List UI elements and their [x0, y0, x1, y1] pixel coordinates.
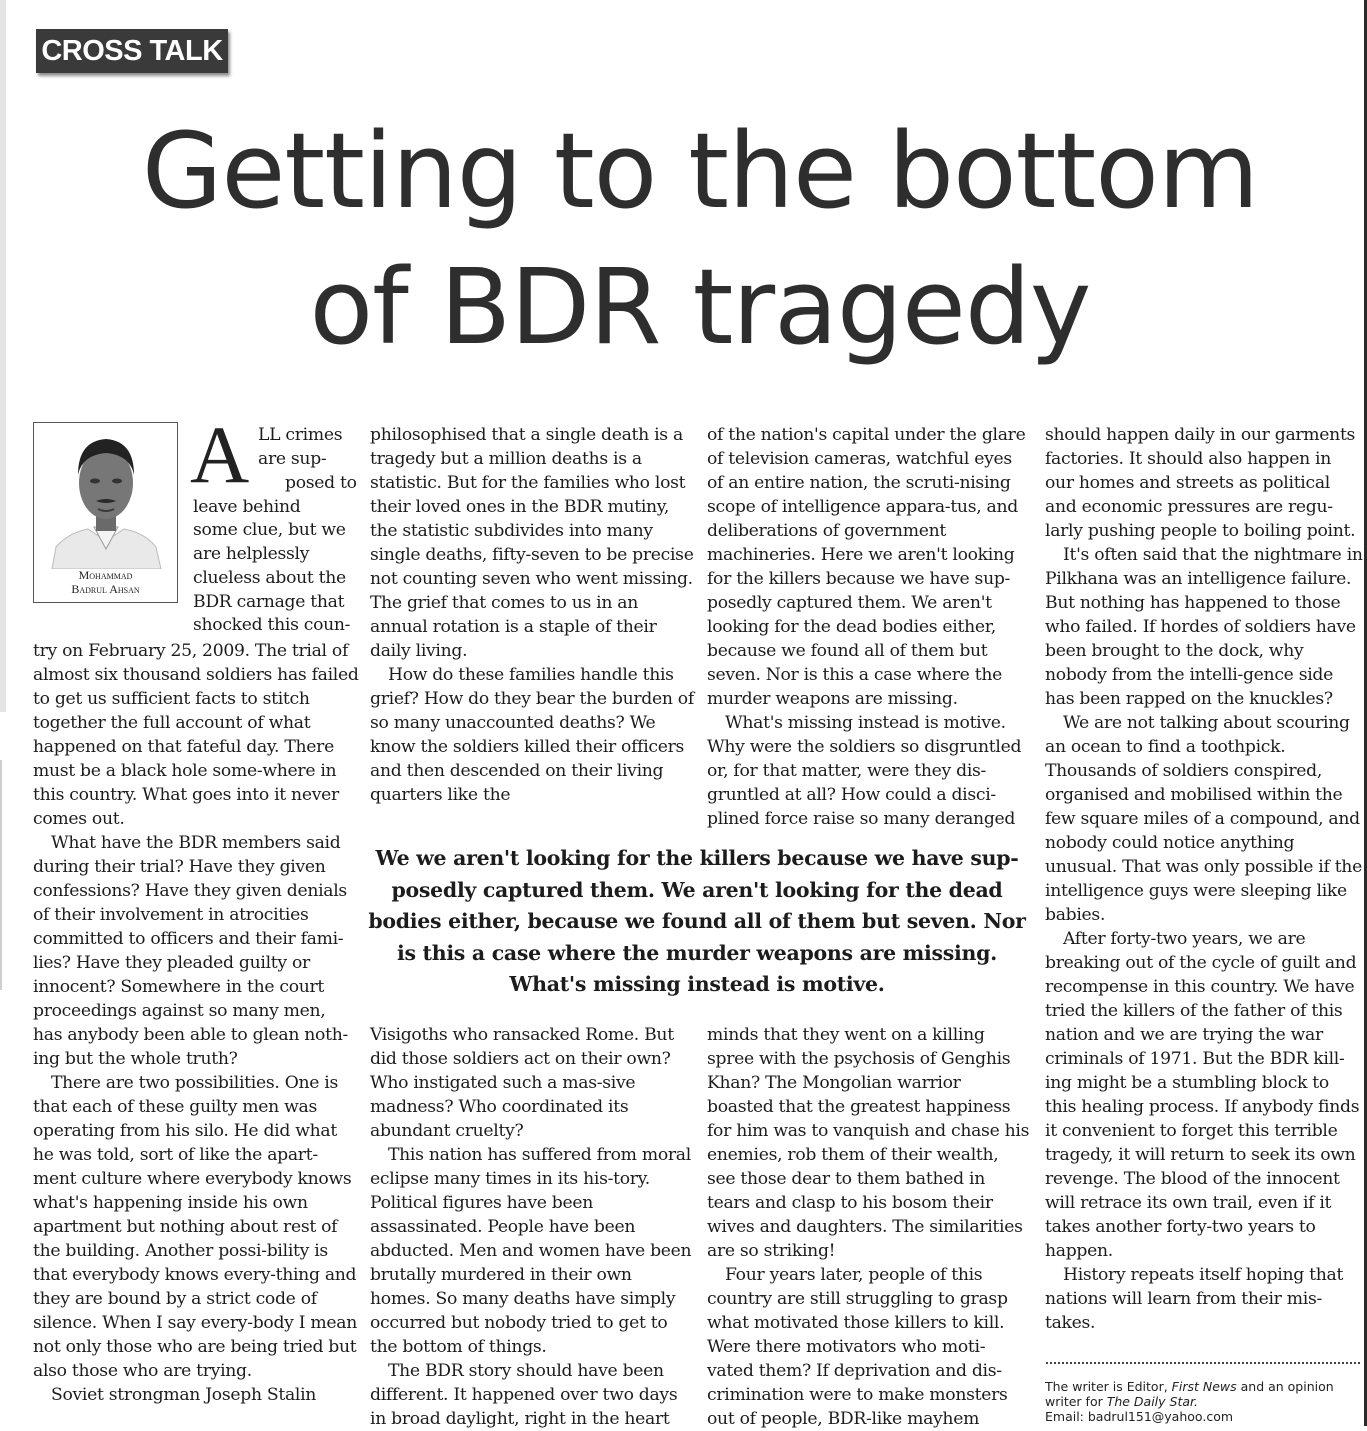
- paragraph: What have the BDR members said during their trial? Have they given confessions? Have they given denials of their involvement in atrocities committed to officers and their fami-lies? Have they pleaded guilty or innocent? Somewhere in the court proceedings against so many men, has anybody been able to glean noth-ing but the whole truth?: [33, 833, 348, 1069]
- paragraph: How do these families handle this grief? How do they bear the burden of so many unaccounted deaths? We know the soldiers killed their officers and then descended on their living quarters like the: [370, 665, 694, 805]
- page-edge-marks: [0, 760, 12, 990]
- column-2-bottom: [370, 1023, 694, 1431]
- paragraph: minds that they went on a killing spree with the psychosis of Genghis Khan? The Mongolian warrior boasted that the greatest happiness for him was to vanquish and chase his enemies, rob them of their wealth, see those dear to them bathed in tears and clasp to his bosom their wives and daughters. The similarities are so striking!: [707, 1025, 1030, 1261]
- intro-line: are sup-: [258, 448, 327, 469]
- author-name-line-1: Mohammad: [78, 568, 133, 582]
- paragraph: of the nation's capital under the glare of television cameras, watchful eyes of an entire nation, the scruti-nising scope of intelligence appara-tus, and deliberations of government machineries. Here we aren't looking for the killers because we have sup-posedly captured them. We aren't looking for the dead bodies either, because we found all of them but seven. Nor is this a case where the murder weapons are missing.: [707, 425, 1026, 709]
- author-name: [34, 568, 177, 596]
- footnote-text: The writer is Editor,: [1045, 1379, 1172, 1394]
- author-footnote: [1045, 1379, 1363, 1424]
- publication-name: First News: [1171, 1379, 1237, 1394]
- footnote-text: and an opinion: [1236, 1379, 1334, 1394]
- author-photo-box: [33, 422, 178, 603]
- paragraph: After forty-two years, we are breaking out of the cycle of guilt and recompense in this country. We have tried the killers of the father of this nation and we are trying the war criminals of 1971. But the BDR kill-ing might be a stumbling block to this healing process. If anybody finds it convenient to forget this terrible tragedy, it will return to seek its own revenge. The blood of the innocent will retrace its own trail, even if it takes another forty-two years to happen.: [1045, 929, 1360, 1261]
- headline-line-2: of BDR tragedy: [309, 246, 1091, 368]
- page-left-edge: [0, 0, 6, 712]
- author-portrait: [48, 429, 165, 569]
- intro-lines-wide: [193, 496, 363, 639]
- headline-line-1: Getting to the bottom: [141, 110, 1259, 232]
- footnote-line-1: [1045, 1379, 1363, 1394]
- paragraph: try on February 25, 2009. The trial of almost six thousand soldiers has failed to get us sufficient facts to stitch together the full account of what happened on that fateful day. There must be a black hole some-where in this country. What goes into it never comes out.: [33, 641, 359, 829]
- author-name-line-2: Badrul Ahsan: [71, 582, 140, 596]
- column-3-bottom: [707, 1023, 1031, 1431]
- footnote-divider: [1046, 1362, 1360, 1364]
- author-email: Email: badrul151@yahoo.com: [1045, 1409, 1234, 1424]
- intro-lines-narrow: [258, 424, 358, 495]
- paragraph: There are two possibilities. One is that each of these guilty men was operating from his silo. He did what he was told, sort of like the apart-ment culture where everybody knows what's happening inside his own apartment but nothing about rest of the building. Another possi-bility is that everybody knows every-thing and they are bound by a strict code of silence. When I say every-body I mean not only those who are being tried but also those who are trying.: [33, 1073, 357, 1381]
- headline: [60, 103, 1340, 375]
- paragraph: The BDR story should have been different. It happened over two days in broad daylight, right in the heart: [370, 1361, 678, 1429]
- column-1: [33, 639, 359, 1407]
- paragraph: It's often said that the nightmare in Pilkhana was an intelligence failure. But nothing has happened to those who failed. If hordes of soldiers have been brought to the dock, why nobody from the intelli-gence side has been rapped on the knuckles?: [1045, 545, 1363, 709]
- paragraph: Soviet strongman Joseph Stalin: [51, 1385, 317, 1405]
- paragraph: History repeats itself hoping that nations will learn from their mis-takes.: [1045, 1265, 1344, 1333]
- paragraph: philosophised that a single death is a tragedy but a million deaths is a statistic. But for the families who lost their loved ones in the BDR mutiny, the statistic subdivides into many single deaths, fifty-seven to be precise not counting seven who went missing. The grief that comes to us in an annual rotation is a staple of their daily living.: [370, 425, 694, 661]
- paragraph: should happen daily in our garments factories. It should also happen in our homes and streets as political and economic pressures are regu-larly pushing people to boiling point.: [1045, 425, 1356, 541]
- paragraph: Visigoths who ransacked Rome. But did those soldiers act on their own? Who instigated such a mas-sive madness? Who coordinated its abundant cruelty?: [370, 1025, 674, 1141]
- paragraph: This nation has suffered from moral eclipse many times in its his-tory. Political figures have been assassinated. People have been abducted. Men and women have been brutally murdered in their own homes. So many deaths have simply occurred but nobody tried to get to the bottom of things.: [370, 1145, 692, 1357]
- paragraph: Four years later, people of this country are still struggling to grasp what motivated those killers to kill. Were there motivators who moti-vated them? If deprivation and dis-crimination were to make monsters out of people, BDR-like mayhem: [707, 1265, 1008, 1429]
- section-label: CROSS TALK: [36, 29, 228, 73]
- column-2-top: [370, 423, 694, 807]
- intro-line: clueless about the: [193, 567, 346, 588]
- footnote-text: writer for: [1045, 1394, 1107, 1409]
- intro-line: LL crimes: [258, 425, 343, 445]
- intro-line: are helplessly: [193, 544, 310, 565]
- column-3-top: [707, 423, 1031, 831]
- paragraph: What's missing instead is motive. Why were the soldiers so disgruntled or, for that matter, were they dis-gruntled at all? How could a disci-plined force raise so many deranged: [707, 713, 1022, 829]
- intro-line: some clue, but we: [193, 520, 346, 541]
- intro-line: leave behind: [193, 496, 301, 517]
- publication-name: The Daily Star.: [1106, 1394, 1198, 1409]
- pull-quote: We we aren't looking for the killers because we have sup-posedly captured them. We aren't looking for the dead bodies either, because we found all of them but seven. Nor is this a case where the murder weapons are missing. What's missing instead is motive.: [368, 846, 1026, 996]
- footnote-line-2: [1045, 1394, 1363, 1409]
- drop-cap: A: [190, 409, 250, 500]
- intro-line: shocked this coun-: [193, 615, 351, 636]
- intro-line: BDR carnage that: [193, 591, 345, 612]
- intro-line: posed to: [285, 472, 357, 493]
- paragraph: We are not talking about scouring an ocean to find a toothpick. Thousands of soldiers conspired, organised and mobilised within the few square miles of a compound, and nobody could notice anything unusual. That was only possible if the intelligence guys were sleeping like babies.: [1045, 713, 1362, 925]
- column-4: [1045, 423, 1363, 1335]
